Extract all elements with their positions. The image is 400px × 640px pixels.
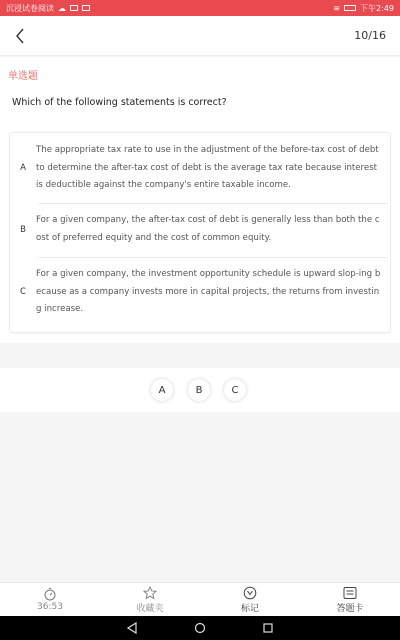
- tab-mark[interactable]: [200, 583, 300, 616]
- option-letter: A: [20, 163, 26, 174]
- option-c[interactable]: [10, 266, 390, 319]
- status-app-text: 沉浸试卷阅读: [6, 3, 54, 13]
- wifi-icon: ≋: [333, 3, 341, 13]
- mark-icon: [243, 586, 257, 600]
- home-circle-icon[interactable]: [194, 622, 206, 634]
- back-triangle-icon[interactable]: [126, 622, 138, 634]
- option-divider: [38, 203, 388, 204]
- option-text: For a given company, the investment opportunity schedule is upward slop-ing because as a company invests more in capital projects, the returns from investing increase.: [36, 269, 381, 314]
- tab-timer[interactable]: [0, 583, 100, 616]
- recent-apps-icon[interactable]: [262, 622, 274, 634]
- answer-choice-b[interactable]: B: [188, 379, 210, 401]
- stopwatch-icon: [43, 587, 57, 601]
- notification-icon-2: [82, 5, 90, 11]
- tab-answer-card[interactable]: [300, 583, 400, 616]
- system-navbar: [0, 616, 400, 640]
- mark-label: 标记: [240, 603, 259, 614]
- status-left: [6, 3, 90, 14]
- chevron-left-icon: [15, 28, 25, 44]
- question-type-label: 单选题: [8, 71, 38, 82]
- answer-bar: [0, 368, 400, 412]
- grid-card-icon: [343, 586, 357, 600]
- status-bar: [0, 0, 400, 16]
- header: [0, 16, 400, 56]
- tab-favorite[interactable]: [100, 583, 200, 616]
- option-letter: C: [20, 287, 26, 298]
- option-a[interactable]: [10, 142, 390, 195]
- option-b[interactable]: [10, 212, 390, 247]
- answer-choice-c[interactable]: C: [224, 379, 246, 401]
- option-text: For a given company, the after-tax cost of debt is generally less than both the cost of preferred equity and the cost of common equity.: [36, 215, 380, 243]
- favorite-label: 收藏夹: [136, 603, 164, 614]
- battery-icon: [344, 5, 356, 11]
- option-letter: B: [20, 224, 26, 235]
- answer-choice-a[interactable]: A: [151, 379, 173, 401]
- question-progress: 10/16: [354, 29, 386, 42]
- cloud-icon: ☁: [58, 3, 66, 13]
- status-time: 下午2:49: [360, 3, 394, 13]
- notification-icon: [70, 5, 78, 11]
- timer-label: 36:53: [37, 602, 63, 612]
- option-text: The appropriate tax rate to use in the adjustment of the before-tax cost of debt to determine the after-tax cost of debt is the average tax rate because interest is deductible against the company's entire taxable income.: [36, 145, 379, 190]
- options-card: [9, 132, 391, 333]
- answer-card-label: 答题卡: [336, 603, 364, 614]
- star-icon: [143, 586, 157, 600]
- back-button[interactable]: [10, 24, 30, 48]
- question-stem: Which of the following statements is correct?: [12, 97, 227, 108]
- bottom-tabbar: [0, 582, 400, 616]
- status-right: [333, 3, 394, 14]
- question-content: [0, 57, 400, 343]
- answer-area: [0, 368, 400, 582]
- option-divider: [38, 257, 388, 258]
